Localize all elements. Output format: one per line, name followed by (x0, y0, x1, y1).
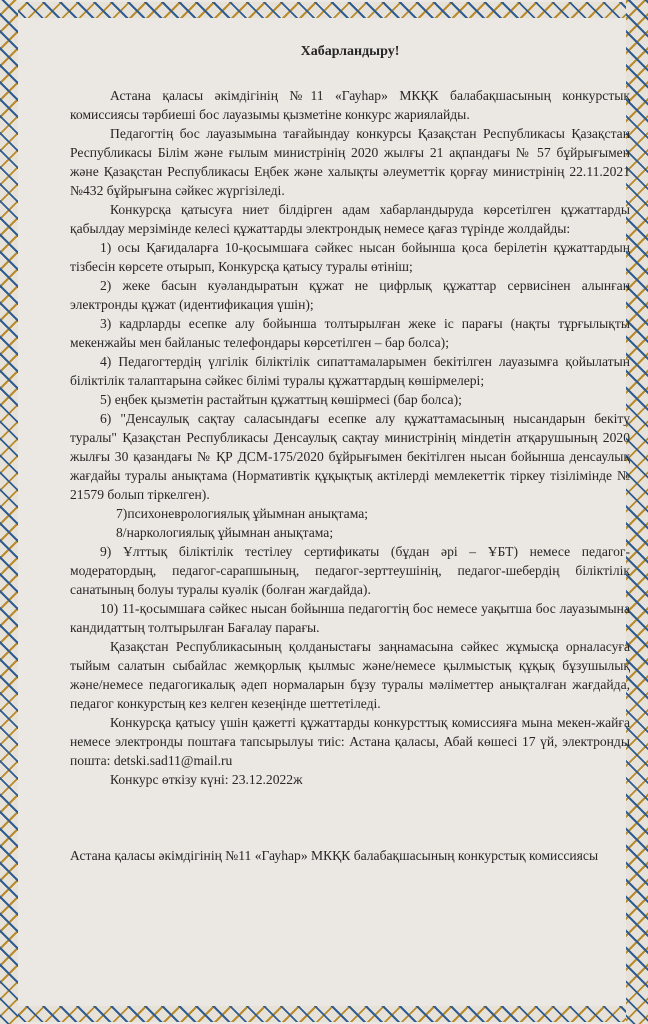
document-item-6: 6) "Денсаулық сақтау саласындағы есепке алу құжаттамасының нысандарын бекіту туралы" Қазақстан Республикасы Денсаулық сақтау министрінің міндетін атқарушының 2020 жылғы 30 қазандағы № ҚР ДСМ-175/2020 бұйрығымен бекітілген нысан бойынша денсаулық жағдайы туралы анықтама (Нормативтік құқықтық актілерді мемлекеттік тіркеу тізілімінде № 21579 болып тіркелген). (70, 411, 630, 502)
intro-paragraph: Астана қаласы әкімдігінің №11 «Гауһар» МКҚК балабақшасының конкурстық комиссиясы тәрбиеші бос лауазымы қызметіне конкурс жариялайды. (70, 88, 630, 122)
document-item-2: 2) жеке басын куәландыратын құжат не цифрлық құжаттар сервисінен алынған электронды құжат (идентификация үшін); (70, 278, 630, 312)
disqualification-paragraph: Қазақстан Республикасының қолданыстағы заңнамасына сәйкес жұмысқа орналасуға тыйым салатын сыбайлас жемқорлық қылмыс және/немесе қылмыстық құқық бұзушылық және/немесе педагогикалық әдеп нормаларын бұзу туралы мәліметтер анықталған жағдайда, педагог конкурстың кез келген кезеңінде шеттетіледі. (70, 639, 630, 711)
document-item-4: 4) Педагогтердің үлгілік біліктілік сипаттамаларымен бекітілген лауазымға қойылатын біліктілік талаптарына сәйкес білімі туралы құжаттардың көшірмелері; (70, 354, 630, 388)
contest-date: Конкурс өткізу күні: 23.12.2022ж (110, 772, 303, 787)
ornament-border-bottom (0, 1006, 648, 1022)
documents-intro-paragraph: Конкурсқа қатысуға ниет білдірген адам хабарландыруда көрсетілген құжаттарды қабылдау мерзімінде келесі құжаттарды электрондық немесе қағаз түрінде жолдайды: (70, 202, 630, 236)
ornament-border-left (0, 0, 18, 1024)
document-item-8: 8/наркологиялық ұйымнан анықтама; (116, 525, 334, 540)
commission-signature: Астана қаласы әкімдігінің №11 «Гауһар» МКҚК балабақшасының конкурстық комиссиясы (70, 848, 599, 863)
legal-basis-paragraph: Педагогтің бос лауазымына тағайындау конкурсы Қазақстан Республикасы Қазақстан Республикасы Білім және ғылым министрінің 2020 жылғы 21 ақпандағы № 57 бұйрығымен және Қазақстан Республикасы Еңбек және халықты әлеуметтік қорғау министрінің 22.11.2021 №432 бұйрығына сәйкес жүргізіледі. (70, 126, 630, 198)
document-item-9: 9) Ұлттық біліктілік тестілеу сертификаты (бұдан әрі – ҰБТ) немесе педагог-модератордың, педагог-сарапшының, педагог-зерттеушінің, педагог-шебердің біліктілік санатының болуы туралы куәлік (болған жағдайда). (70, 544, 630, 597)
document-item-7: 7)психоневрологиялық ұйымнан анықтама; (116, 506, 369, 521)
document-item-3: 3) кадрларды есепке алу бойынша толтырылған жеке іс парағы (нақты тұрғылықты мекенжайы мен байланыс телефондары көрсетілген – бар болса); (70, 316, 630, 350)
document-item-5: 5) еңбек қызметін растайтын құжаттың көшірмесі (бар болса); (100, 392, 462, 407)
document-item-1: 1) осы Қағидаларға 10-қосымшаға сәйкес нысан бойынша қоса берілетін құжаттардың тізбесін көрсете отырып, Конкурсқа қатысу туралы өтініш; (70, 240, 630, 274)
submission-address-paragraph: Конкурсқа қатысу үшін қажетті құжаттарды конкурсттық комиссияға мына мекен-жайға немесе электронды поштаға тапсырылуы тиіс: Астана қаласы, Абай көшесі 17 үй, электронды пошта: detski.sad11@mail.ru (70, 715, 630, 768)
notice-content (70, 42, 630, 865)
document-item-10: 10) 11-қосымшаға сәйкес нысан бойынша педагогтің бос немесе уақытша бос лауазымына кандидаттың толтырылған Бағалау парағы. (70, 601, 630, 635)
ornament-border-top (0, 2, 648, 18)
notice-title: Хабарландыру! (300, 44, 400, 59)
